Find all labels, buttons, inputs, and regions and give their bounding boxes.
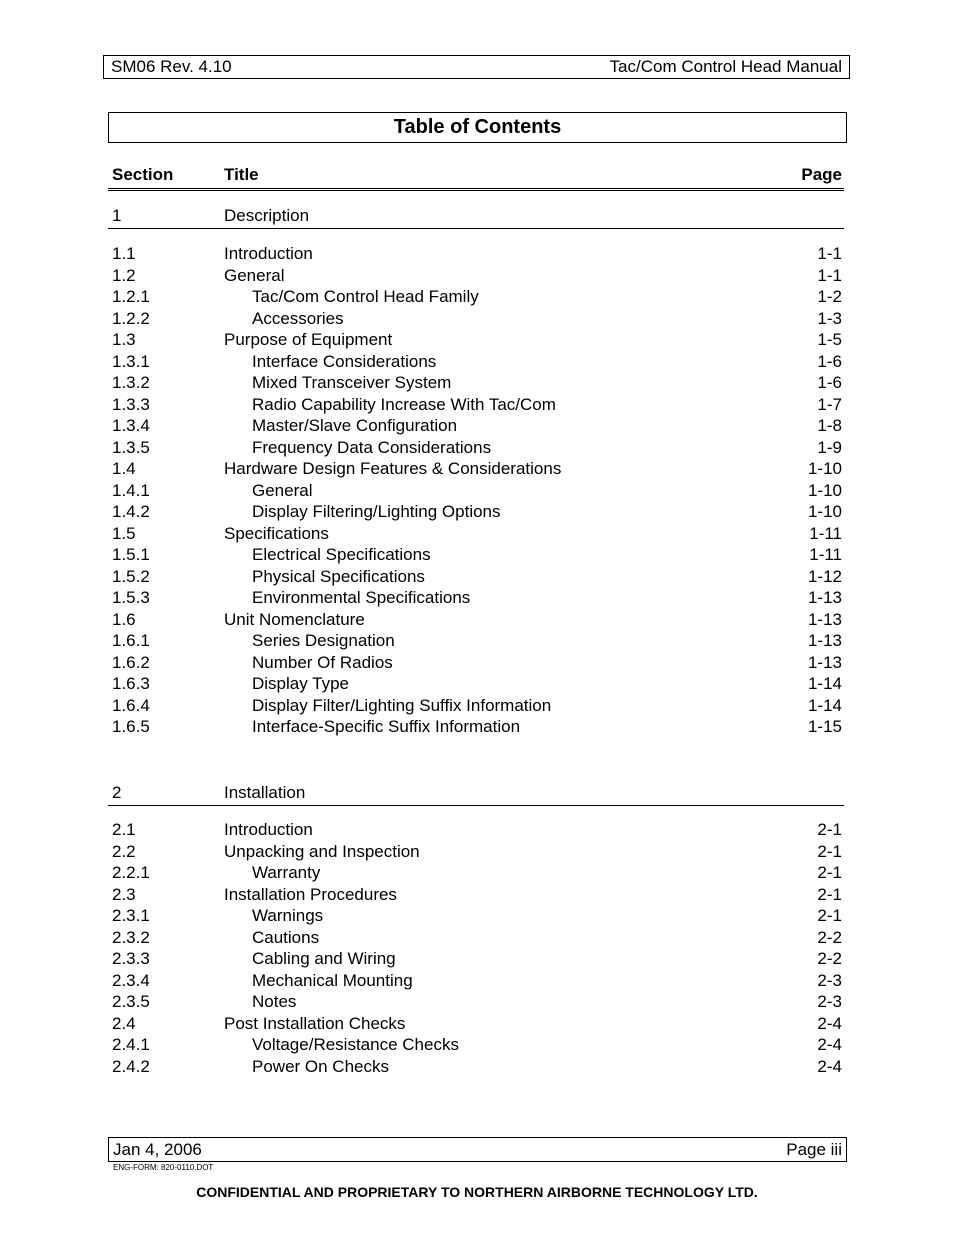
toc-entry-number: 1.2.2 [112, 308, 150, 328]
toc-entry-page: 1-5 [817, 330, 842, 349]
manual-title: Tac/Com Control Head Manual [609, 57, 842, 76]
section-number: 1 [112, 206, 122, 225]
toc-entry-title: Number Of Radios [252, 652, 393, 672]
toc-entry [108, 884, 844, 906]
toc-entry-number: 1.6 [112, 609, 136, 629]
toc-entry [108, 927, 844, 949]
toc-entry-title: Series Designation [252, 631, 395, 650]
toc-entry-page: 2-3 [817, 970, 842, 990]
toc-entry [108, 970, 844, 992]
footer-page-number: Page iii [786, 1139, 842, 1159]
toc-entry-number: 2.3 [112, 884, 136, 904]
toc-entry-number: 1.2.1 [112, 287, 150, 306]
toc-entry-title: Environmental Specifications [252, 588, 471, 607]
toc-entry-page: 1-15 [807, 717, 842, 736]
toc-entry [108, 991, 844, 1013]
toc-entry-number: 1.6.4 [112, 695, 150, 715]
toc-entry-page: 2-4 [817, 1056, 842, 1076]
toc-entry [108, 819, 844, 841]
toc-entry-title: Display Filter/Lighting Suffix Information [252, 695, 552, 715]
toc-entry-title: Unit Nomenclature [224, 609, 365, 629]
toc-entry-page: 1-14 [807, 695, 842, 715]
toc-entry-number: 1.3.4 [112, 416, 150, 435]
toc-entry-number: 1.6.2 [112, 652, 150, 672]
toc-entry [108, 458, 844, 480]
toc-entry-title: Accessories [252, 308, 344, 328]
toc-entry [108, 1013, 844, 1035]
toc-entry [108, 652, 844, 674]
toc-entry [108, 523, 844, 545]
toc-entry-page: 1-13 [807, 631, 842, 650]
toc-entry-number: 1.3.2 [112, 373, 150, 392]
toc-entry [108, 1056, 844, 1078]
column-header-section: Section [112, 165, 174, 184]
toc-entry [108, 480, 844, 502]
toc-entry-number: 2.3.5 [112, 992, 150, 1011]
toc-entry [108, 905, 844, 927]
toc-entry-page: 1-6 [817, 373, 842, 392]
toc-entry-title: Master/Slave Configuration [252, 416, 458, 435]
toc-entry [108, 587, 844, 609]
toc-entry-title: Physical Specifications [252, 566, 425, 586]
toc-entry-number: 2.4 [112, 1013, 136, 1033]
section-heading-2 [108, 781, 844, 806]
column-header-title: Title [224, 165, 259, 184]
toc-entry-title: Cautions [252, 927, 320, 947]
toc-entry-title: Post Installation Checks [224, 1013, 406, 1033]
toc-entry-number: 2.3.4 [112, 970, 150, 990]
form-id: ENG-FORM: 820-0110.DOT [113, 1163, 214, 1172]
toc-entry-page: 1-9 [817, 437, 842, 457]
running-header [103, 55, 850, 79]
toc-entry-number: 1.5.2 [112, 566, 150, 586]
toc-entry-number: 1.4 [112, 459, 136, 478]
toc-entry [108, 609, 844, 631]
toc-entry-page: 2-3 [817, 992, 842, 1011]
toc-entry-title: Installation Procedures [224, 884, 397, 904]
toc-entry-page: 2-1 [817, 863, 842, 882]
toc-entry [108, 544, 844, 566]
toc-entry-page: 1-11 [809, 545, 842, 564]
toc-entry-number: 1.5 [112, 523, 136, 543]
toc-entry-page: 1-7 [817, 394, 842, 414]
toc-entry-page: 1-6 [817, 351, 842, 371]
toc-entry-title: Power On Checks [252, 1056, 389, 1076]
toc-entry [108, 948, 844, 970]
section-title: Description [224, 206, 310, 225]
toc-entry [108, 841, 844, 863]
footer-date: Jan 4, 2006 [113, 1139, 202, 1159]
toc-title: Table of Contents [393, 116, 562, 138]
toc-entry-number: 2.1 [112, 820, 136, 839]
toc-entry-title: Voltage/Resistance Checks [252, 1035, 459, 1054]
toc-entry-title: Radio Capability Increase With Tac/Com [252, 394, 556, 414]
toc-entries-section-1 [108, 243, 844, 738]
toc-entry-number: 1.3 [112, 330, 136, 349]
toc-entry-page: 2-4 [817, 1035, 842, 1054]
toc-entry-title: Cabling and Wiring [252, 949, 396, 968]
toc-entry-number: 1.3.1 [112, 351, 150, 371]
section-heading-1 [108, 204, 844, 229]
toc-entry-number: 1.6.5 [112, 717, 150, 736]
column-header-page: Page [801, 165, 842, 184]
toc-entry-title: Warranty [252, 863, 321, 882]
toc-entry-page: 1-12 [807, 566, 842, 586]
toc-entry-title: Mechanical Mounting [252, 970, 413, 990]
toc-entries-section-2 [108, 819, 844, 1077]
toc-entry [108, 862, 844, 884]
toc-entry-number: 1.1 [112, 244, 136, 263]
toc-entry-number: 1.4.1 [112, 480, 150, 500]
toc-entry-title: Tac/Com Control Head Family [252, 287, 479, 306]
toc-entry-page: 2-1 [817, 906, 842, 925]
toc-entry-page: 2-4 [817, 1013, 842, 1033]
toc-entry-title: Notes [252, 992, 297, 1011]
toc-entry-title: Interface-Specific Suffix Information [252, 717, 521, 736]
toc-entry [108, 695, 844, 717]
toc-title-box [108, 112, 847, 143]
toc-entry-number: 1.5.3 [112, 588, 150, 607]
toc-entry-title: Interface Considerations [252, 351, 437, 371]
toc-entry-number: 1.6.1 [112, 631, 150, 650]
toc-entry-page: 1-14 [807, 674, 842, 693]
toc-entry-page: 1-11 [809, 523, 842, 543]
toc-entry [108, 308, 844, 330]
toc-entry [108, 329, 844, 351]
toc-entry-page: 1-13 [807, 588, 842, 607]
toc-entry [108, 437, 844, 459]
toc-entry-number: 1.2 [112, 265, 136, 285]
toc-entry-page: 1-1 [817, 244, 842, 263]
toc-entry-page: 2-2 [817, 949, 842, 968]
toc-entry-page: 1-3 [817, 308, 842, 328]
toc-entry-number: 2.4.2 [112, 1056, 150, 1076]
toc-entry-title: Frequency Data Considerations [252, 437, 492, 457]
toc-entry-number: 1.3.5 [112, 437, 150, 457]
confidentiality-notice: CONFIDENTIAL AND PROPRIETARY TO NORTHERN AIRBORNE TECHNOLOGY LTD. [196, 1184, 758, 1200]
toc-entry-page: 1-10 [807, 459, 842, 478]
section-number: 2 [112, 783, 122, 802]
section-title: Installation [224, 783, 306, 802]
toc-entry-number: 2.3.3 [112, 949, 150, 968]
toc-entry-title: Introduction [224, 820, 313, 839]
toc-entry-title: Purpose of Equipment [224, 330, 393, 349]
toc-entry-page: 1-13 [807, 609, 842, 629]
toc-entry-title: Unpacking and Inspection [224, 841, 420, 861]
toc-entry-title: Introduction [224, 244, 313, 263]
toc-entry-number: 2.4.1 [112, 1035, 150, 1054]
toc-entry-title: Electrical Specifications [252, 545, 431, 564]
toc-entry-page: 1-10 [807, 480, 842, 500]
toc-entry [108, 394, 844, 416]
running-footer [108, 1137, 847, 1162]
toc-entry [108, 265, 844, 287]
toc-entry-page: 1-13 [807, 652, 842, 672]
toc-entry-number: 1.5.1 [112, 545, 150, 564]
toc-entry-number: 1.3.3 [112, 394, 150, 414]
toc-entry [108, 351, 844, 373]
column-headers [108, 163, 844, 191]
toc-entry [108, 630, 844, 652]
toc-entry-number: 1.4.2 [112, 502, 150, 521]
toc-entry-page: 2-2 [817, 927, 842, 947]
document-revision: SM06 Rev. 4.10 [111, 57, 232, 76]
toc-entry-number: 2.2.1 [112, 863, 150, 882]
toc-entry-number: 2.3.2 [112, 927, 150, 947]
toc-entry [108, 286, 844, 308]
toc-entry-title: Display Type [252, 674, 350, 693]
toc-entry [108, 501, 844, 523]
toc-entry-page: 1-2 [817, 287, 842, 306]
toc-entry-number: 1.6.3 [112, 674, 150, 693]
toc-entry-page: 2-1 [817, 820, 842, 839]
toc-entry-title: Hardware Design Features & Considerations [224, 459, 562, 478]
toc-entry-number: 2.2 [112, 841, 136, 861]
toc-entry [108, 716, 844, 738]
toc-entry-title: Warnings [252, 906, 324, 925]
toc-entry [108, 1034, 844, 1056]
toc-entry-page: 1-8 [817, 416, 842, 435]
toc-entry [108, 566, 844, 588]
toc-entry-page: 1-1 [817, 265, 842, 285]
toc-entry-page: 2-1 [817, 841, 842, 861]
toc-entry-page: 2-1 [817, 884, 842, 904]
toc-entry-title: Specifications [224, 523, 329, 543]
toc-entry [108, 673, 844, 695]
toc-entry [108, 415, 844, 437]
toc-entry-title: Display Filtering/Lighting Options [252, 502, 501, 521]
toc-entry [108, 243, 844, 265]
toc-entry [108, 372, 844, 394]
toc-entry-number: 2.3.1 [112, 906, 150, 925]
toc-entry-title: General [224, 265, 285, 285]
toc-entry-title: General [252, 480, 313, 500]
toc-entry-title: Mixed Transceiver System [252, 373, 452, 392]
toc-entry-page: 1-10 [807, 502, 842, 521]
